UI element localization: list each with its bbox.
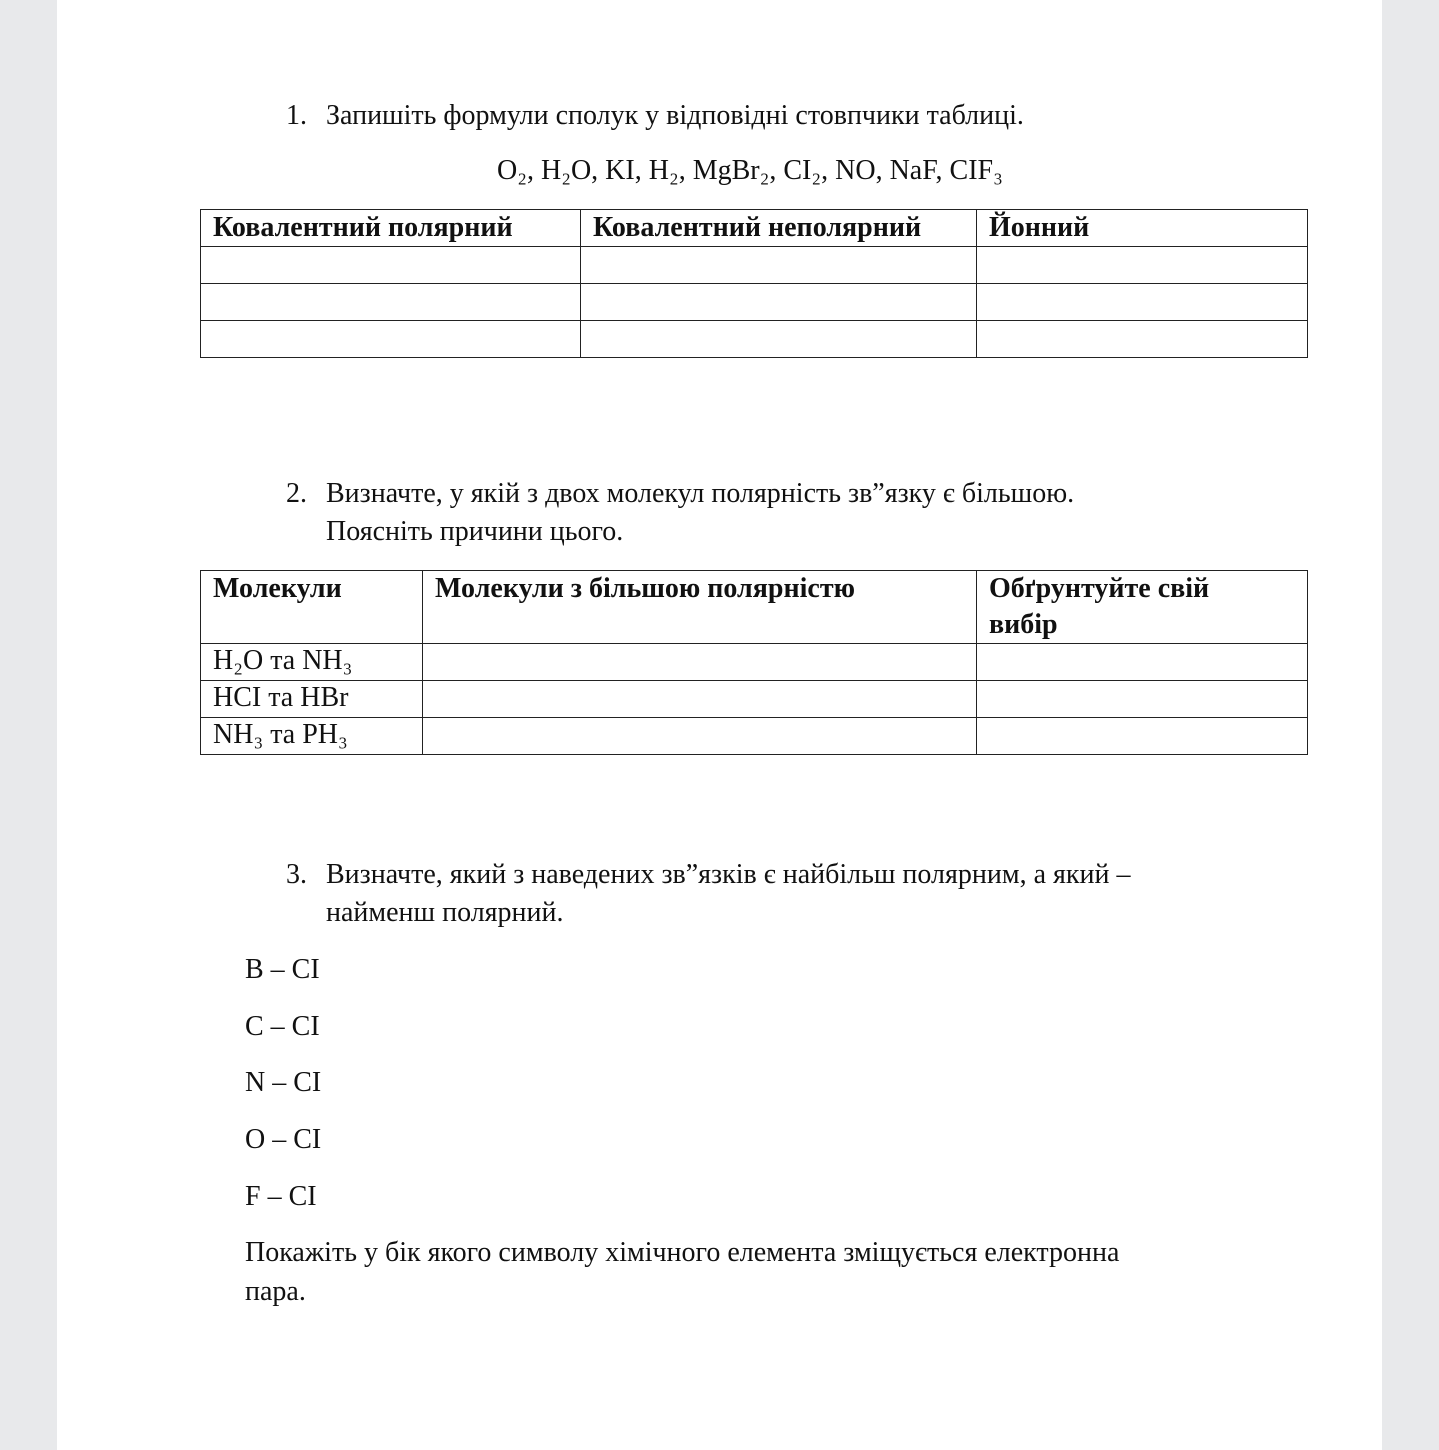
q2-line2: Поясніть причини цього. [326, 516, 624, 547]
table-row [201, 247, 1308, 284]
table-row [201, 284, 1308, 321]
molecule-pair: NH₃ та PH₃ [201, 718, 423, 755]
q1-formulas: O₂, H₂O, KI, H₂, MgBr₂, CI₂, NO, NaF, CIF₃ [497, 155, 1003, 186]
q1-number: 1. [286, 100, 307, 131]
bond-item: O – CI [245, 1124, 322, 1155]
table-cell[interactable] [581, 284, 977, 321]
bond-item: N – CI [245, 1067, 322, 1098]
q2-header-justify [977, 571, 1308, 644]
q2-header-justify-line1: Обґрунтуйте свій [989, 573, 1210, 604]
table-row [201, 321, 1308, 358]
table-cell[interactable] [201, 247, 581, 284]
molecule-pair: H₂O та NH₃ [201, 644, 423, 681]
table-cell[interactable] [581, 321, 977, 358]
table-cell[interactable] [977, 718, 1308, 755]
table-cell[interactable] [201, 321, 581, 358]
table-cell[interactable] [581, 247, 977, 284]
document-page [57, 0, 1382, 1450]
table-cell[interactable] [423, 718, 977, 755]
q2-header-more-polar: Молекули з більшою полярністю [423, 571, 977, 644]
table-cell[interactable] [977, 644, 1308, 681]
table-cell[interactable] [423, 681, 977, 718]
table-row [201, 718, 1308, 755]
q1-table [200, 209, 1308, 358]
q1-text: Запишіть формули сполук у відповідні стовпчики таблиці. [326, 100, 1024, 131]
table-cell[interactable] [977, 284, 1308, 321]
q2-line1: Визначте, у якій з двох молекул полярність зв”язку є більшою. [326, 478, 1075, 509]
q1-header-polar: Ковалентний полярний [201, 210, 581, 247]
table-cell[interactable] [201, 284, 581, 321]
table-row [201, 681, 1308, 718]
q2-table [200, 570, 1308, 755]
q3-footer-line1: Покажіть у бік якого символу хімічного елемента зміщується електронна [245, 1237, 1120, 1268]
table-cell[interactable] [977, 681, 1308, 718]
bond-item: B – CI [245, 954, 320, 985]
table-cell[interactable] [977, 247, 1308, 284]
q3-line1: Визначте, який з наведених зв”язків є найбільш полярним, а який – [326, 859, 1131, 890]
q3-number: 3. [286, 859, 307, 890]
bond-item: F – CI [245, 1181, 317, 1212]
q3-footer-line2: пара. [245, 1276, 306, 1307]
q2-header-justify-line2: вибір [989, 609, 1058, 640]
q1-header-ionic: Йонний [977, 210, 1308, 247]
bond-item: C – CI [245, 1011, 320, 1042]
q2-header-molecules: Молекули [201, 571, 423, 644]
q2-number: 2. [286, 478, 307, 509]
molecule-pair: HCI та HBr [201, 681, 423, 718]
table-cell[interactable] [977, 321, 1308, 358]
table-row [201, 644, 1308, 681]
q3-line2: найменш полярний. [326, 897, 564, 928]
table-cell[interactable] [423, 644, 977, 681]
q1-header-nonpolar: Ковалентний неполярний [581, 210, 977, 247]
